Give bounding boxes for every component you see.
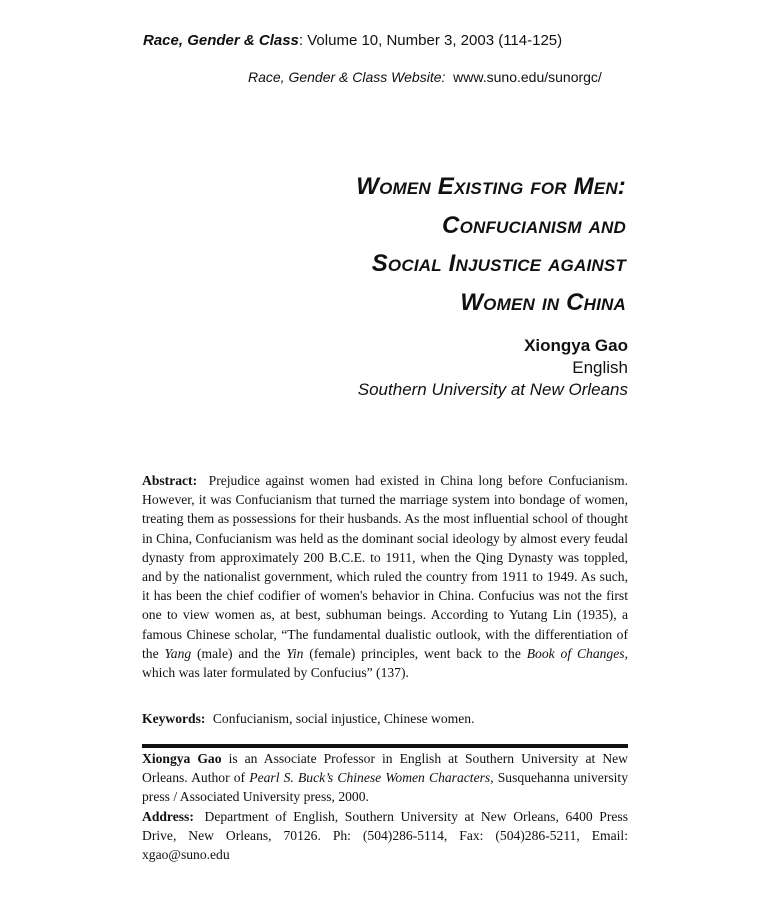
keywords xyxy=(142,709,628,728)
journal-name: Race, Gender & Class xyxy=(143,32,299,49)
abstract-label: Abstract: xyxy=(142,473,198,488)
bio-author-name: Xiongya Gao xyxy=(142,751,222,766)
abstract-yin: Yin xyxy=(286,645,304,661)
abstract-text-1: Prejudice against women had existed in China long before Confucianism. However, it was Confucianism that turned the marriage system into bondage of women, treating them as possessions for their husbands. As the most influential school of thought in China, Confucianism was held as the dominant social ideology by almost every feudal dynasty from approximately 200 B.C.E. to 1911, when the Qing Dynasty was toppled, and by the nationalist government, which ruled the country from 1911 to 1949. As such, it has been the chief codifier of women's behavior in China. Confucius was not the first one to view women as, at best, subhuman beings. According to Yutang Lin (1935), a famous Chinese scholar, “The fundamental dualistic outlook, with the differentiation of the xyxy=(142,473,628,661)
title-line-2: Confucianism and xyxy=(442,211,626,239)
title-line-3: Social Injustice against xyxy=(371,250,626,277)
abstract-text-3: (female) principles, went back to the xyxy=(309,645,521,661)
website-url[interactable]: www.suno.edu/sunorgc/ xyxy=(453,69,602,85)
bio-paragraph xyxy=(142,749,628,807)
address-label: Address: xyxy=(142,808,194,824)
bio-text-2: , Susquehanna university press / Associated University press, 2000. xyxy=(142,770,629,805)
address-paragraph xyxy=(142,807,628,865)
abstract xyxy=(142,471,628,682)
abstract-yang: Yang xyxy=(164,645,192,661)
title-line-1: Women Existing for Men: xyxy=(356,173,626,200)
journal-citation: Race, Gender & Class: Volume 10, Number 3, 2003 (114-125) xyxy=(143,32,563,49)
bio-book-title: Pearl S. Buck’s Chinese Women Characters xyxy=(249,770,491,786)
author-department: English xyxy=(572,358,628,377)
website-label: Race, Gender & Class Website: xyxy=(248,69,446,85)
keywords-label: Keywords: xyxy=(142,711,206,726)
abstract-book-title: Book of Changes xyxy=(526,645,625,661)
author-university: Southern University at New Orleans xyxy=(357,380,628,399)
abstract-text-2: (male) and the xyxy=(197,645,281,661)
paper-title xyxy=(206,168,626,322)
keywords-text: Confucianism, social injustice, Chinese women. xyxy=(212,711,475,726)
bio-text-1: is an Associate Professor in English at Southern University at New Orleans. Author of xyxy=(142,751,628,786)
journal-issue: Volume 10, Number 3, 2003 (114-125) xyxy=(307,32,563,49)
author-bio xyxy=(142,749,628,864)
author-name: Xiongya Gao xyxy=(524,336,628,355)
footnote-divider xyxy=(142,744,628,748)
author-block xyxy=(208,335,628,401)
journal-website xyxy=(248,69,602,85)
title-line-4: Women in China xyxy=(460,288,626,316)
abstract-text-4: , which was later formulated by Confucius” (137). xyxy=(142,645,628,681)
address-text: Department of English, Southern University at New Orleans, 6400 Press Drive, New Orleans, 70126. Ph: (504)286-5114, Fax: (504)286-5211, Email: xgao@suno.edu xyxy=(142,808,628,863)
